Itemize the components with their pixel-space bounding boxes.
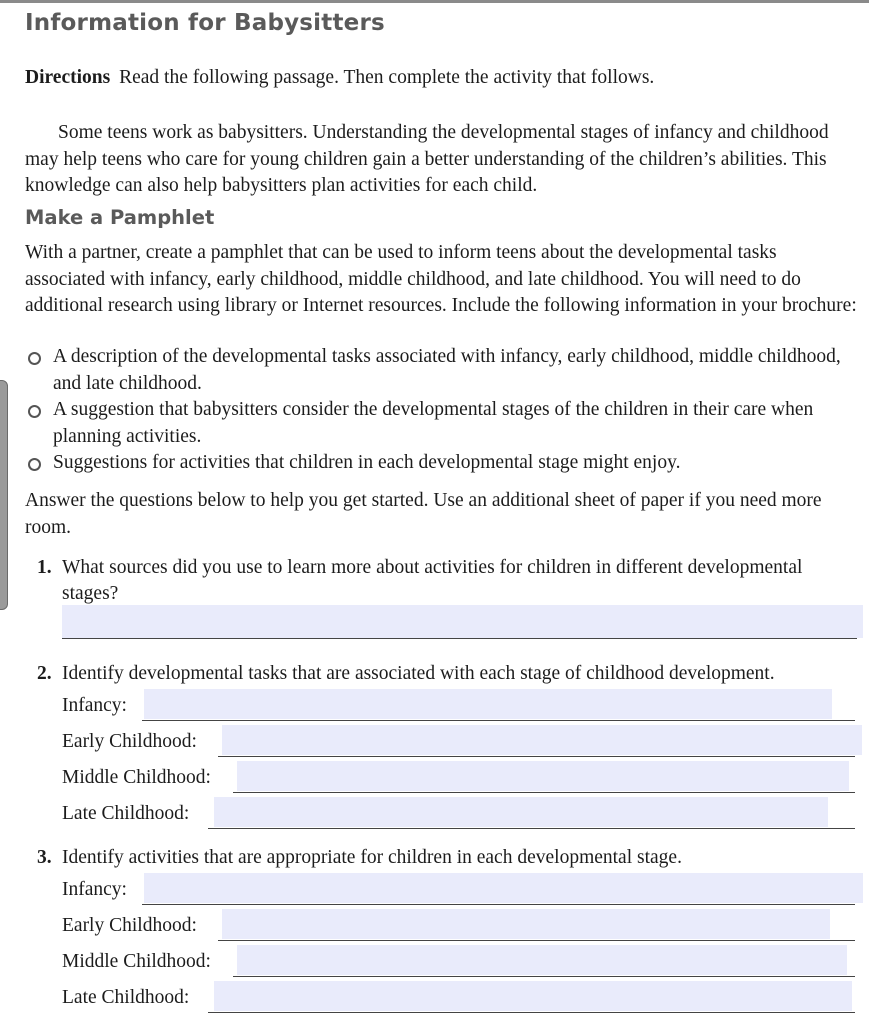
q3-early-childhood-input[interactable]	[222, 909, 830, 939]
question-text: Identify developmental tasks that are associated with each stage of childhood development.	[62, 663, 775, 684]
answer-line	[142, 904, 855, 905]
q2-middle-childhood-input[interactable]	[237, 761, 849, 791]
question-3	[37, 845, 860, 871]
list-item-text: Suggestions for activities that children in each developmental stage might enjoy.	[53, 452, 681, 473]
q3-early-childhood-row	[62, 915, 855, 941]
q2-early-childhood-input[interactable]	[222, 725, 862, 755]
answer-line	[233, 792, 855, 793]
answer-line	[208, 1012, 855, 1013]
field-label: Late Childhood:	[62, 803, 190, 824]
directions-text: Read the following passage. Then complete the activity that follows.	[119, 67, 655, 88]
answer-line	[233, 976, 855, 977]
directions-label: Directions	[25, 67, 111, 88]
section-body: With a partner, create a pamphlet that can be used to inform teens about the developmental tasks associated with infancy, early childhood, middle childhood, and late childhood. You will need to do additional research using library or Internet resources. Include the following information in your brochure:	[25, 242, 857, 316]
q3-late-childhood-input[interactable]	[214, 981, 852, 1011]
bullet-icon	[28, 352, 41, 365]
q2-late-childhood-input[interactable]	[214, 797, 828, 827]
q2-infancy-row	[62, 695, 855, 721]
question-1	[37, 555, 860, 607]
list-item	[25, 397, 860, 450]
q3-late-childhood-row	[62, 987, 855, 1013]
question-text: Identify activities that are appropriate for children in each developmental stage.	[62, 847, 682, 868]
page-title: Information for Babysitters	[25, 10, 385, 36]
answer-line	[218, 756, 855, 757]
q2-late-childhood-row	[62, 803, 855, 829]
field-label: Late Childhood:	[62, 987, 190, 1008]
directions	[25, 67, 654, 89]
list-item	[25, 344, 860, 397]
answer-line	[62, 638, 857, 639]
field-label: Early Childhood:	[62, 731, 197, 752]
bullet-icon	[28, 458, 41, 471]
question-number: 2.	[37, 663, 52, 684]
question-1-answer-field[interactable]	[62, 605, 863, 638]
requirements-list	[25, 344, 860, 477]
list-item-text: A suggestion that babysitters consider the developmental stages of the children in their care when planning activities.	[53, 399, 814, 447]
intro-paragraph: Some teens work as babysitters. Understanding the developmental stages of infancy and childhood may help teens who care for young children gain a better understanding of the children’s abilities. This knowledge can also help babysitters plan activities for each child.	[25, 122, 829, 196]
field-label: Early Childhood:	[62, 915, 197, 936]
q3-middle-childhood-row	[62, 951, 855, 977]
answer-line	[142, 720, 855, 721]
question-number: 3.	[37, 847, 52, 868]
question-number: 1.	[37, 557, 52, 578]
page-side-tab	[0, 380, 8, 610]
question-2	[37, 661, 860, 687]
list-item-text: A description of the developmental tasks associated with infancy, early childhood, middle childhood, and late childhood.	[53, 346, 841, 394]
field-label: Middle Childhood:	[62, 951, 211, 972]
q3-infancy-input[interactable]	[144, 873, 863, 903]
q3-infancy-row	[62, 879, 855, 905]
question-text: What sources did you use to learn more about activities for children in different developmental stages?	[62, 557, 803, 604]
q2-middle-childhood-row	[62, 767, 855, 793]
q2-early-childhood-row	[62, 731, 855, 757]
answer-line	[208, 828, 855, 829]
page-top-border	[0, 0, 869, 3]
field-label: Middle Childhood:	[62, 767, 211, 788]
field-label: Infancy:	[62, 695, 127, 716]
q3-middle-childhood-input[interactable]	[237, 945, 847, 975]
q2-infancy-input[interactable]	[144, 689, 832, 719]
section-heading: Make a Pamphlet	[25, 206, 215, 229]
field-label: Infancy:	[62, 879, 127, 900]
answer-line	[218, 940, 855, 941]
answer-instructions: Answer the questions below to help you get started. Use an additional sheet of paper if you need more room.	[25, 490, 822, 538]
list-item	[25, 450, 860, 477]
bullet-icon	[28, 405, 41, 418]
